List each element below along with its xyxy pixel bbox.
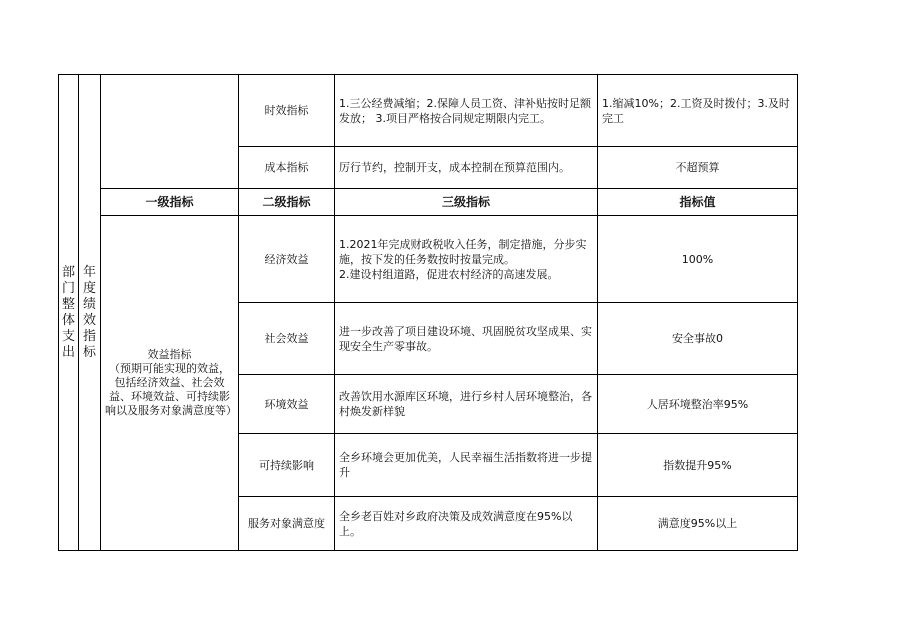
performance-table [58, 74, 798, 551]
value-cell: 指数提升95% [598, 434, 798, 497]
value-cell: 安全事故0 [598, 303, 798, 375]
header-row [59, 189, 798, 216]
value-cell: 人居环境整治率95% [598, 375, 798, 434]
level1-benefit-cell: 效益指标 （预期可能实现的效益，包括经济效益、社会效益、环境效益、可持续影响以及服务对象满意度等） [101, 216, 239, 551]
side-label-annual: 年度绩效指标 [79, 75, 101, 551]
level3-cell: 进一步改善了项目建设环境、巩固脱贫攻坚成果、实现安全生产零事故。 [335, 303, 598, 375]
value-cell: 不超预算 [598, 147, 798, 189]
level3-cell: 厉行节约，控制开支，成本控制在预算范围内。 [335, 147, 598, 189]
level3-cell: 全乡环境会更加优美，人民幸福生活指数将进一步提升 [335, 434, 598, 497]
header-level1: 一级指标 [101, 189, 239, 216]
level3-cell: 全乡老百姓对乡政府决策及成效满意度在95%以上。 [335, 497, 598, 551]
value-cell: 1.缩减10%；2.工资及时拨付；3.及时完工 [598, 75, 798, 147]
level2-cell: 经济效益 [239, 216, 335, 303]
value-cell: 满意度95%以上 [598, 497, 798, 551]
level2-cell: 成本指标 [239, 147, 335, 189]
level3-cell: 改善饮用水源库区环境，进行乡村人居环境整治，各村焕发新样貌 [335, 375, 598, 434]
level1-cell-blank [101, 75, 239, 189]
header-level3: 三级指标 [335, 189, 598, 216]
level3-cell: 1.2021年完成财政税收入任务，制定措施，分步实施，按下发的任务数按时按量完成。 2.建设村组道路，促进农村经济的高速发展。 [335, 216, 598, 303]
table-row [59, 216, 798, 303]
level2-cell: 时效指标 [239, 75, 335, 147]
level2-cell: 服务对象满意度 [239, 497, 335, 551]
header-level2: 二级指标 [239, 189, 335, 216]
level2-cell: 环境效益 [239, 375, 335, 434]
side-label-dept: 部门整体支出 [59, 75, 79, 551]
level2-cell: 可持续影响 [239, 434, 335, 497]
level3-cell: 1.三公经费减缩；2.保障人员工资、津补贴按时足额发放； 3.项目严格按合同规定期限内完工。 [335, 75, 598, 147]
table-row [59, 75, 798, 147]
header-value: 指标值 [598, 189, 798, 216]
value-cell: 100% [598, 216, 798, 303]
level2-cell: 社会效益 [239, 303, 335, 375]
